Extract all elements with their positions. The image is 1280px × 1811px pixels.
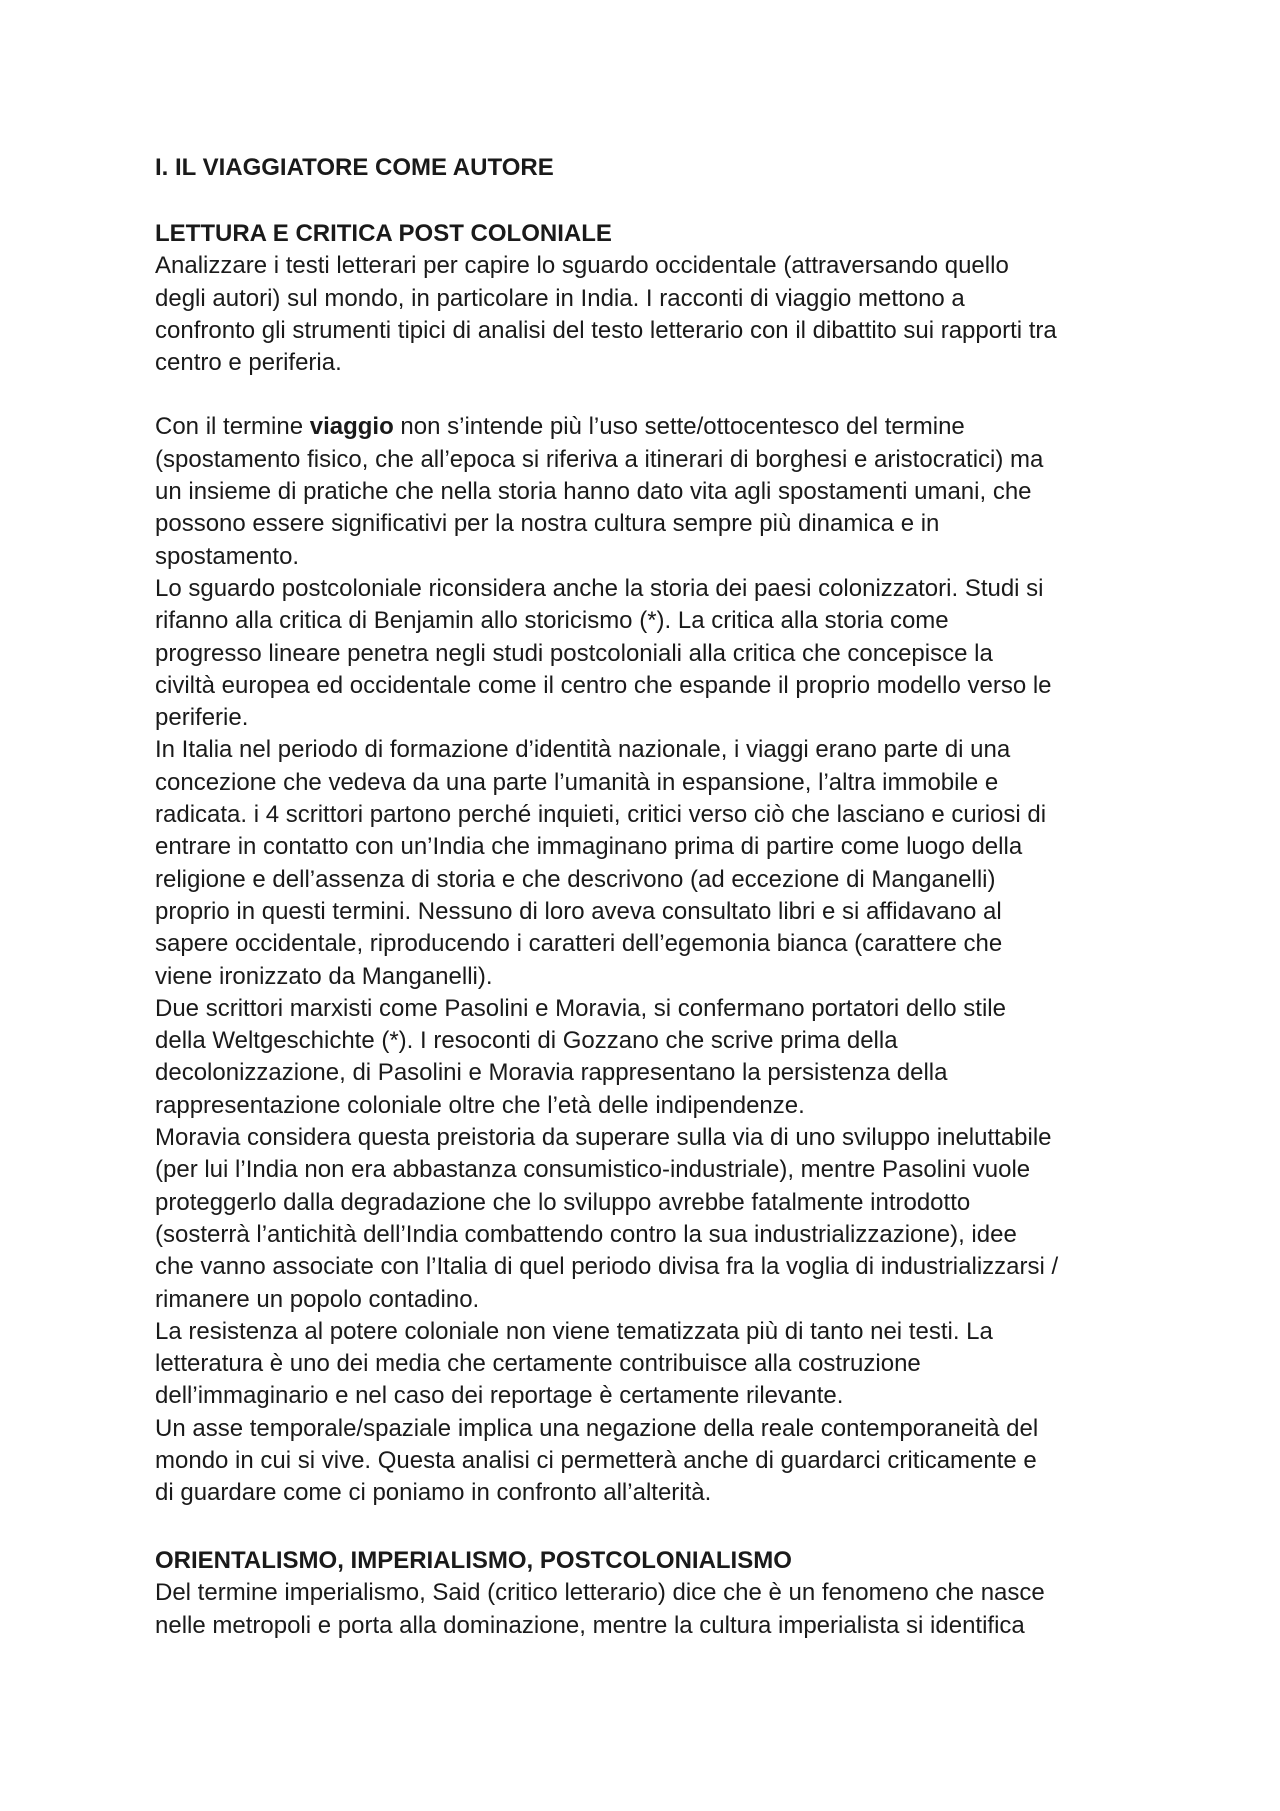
section-post-colonial [155,218,1155,1510]
document-title: I. IL VIAGGIATORE COME AUTORE [155,154,554,181]
text-line: Lo sguardo postcoloniale riconsidera anche la storia dei paesi colonizzatori. Studi si [155,574,1044,602]
text-line: entrare in contatto con un’India che immaginano prima di partire come luogo della [155,833,1023,861]
text-line: periferie. [155,704,249,732]
orientalism-paragraph [155,1577,1155,1642]
text-line: rimanere un popolo contadino. [155,1285,480,1313]
text-line: rappresentazione coloniale oltre che l’età delle indipendenze. [155,1091,805,1119]
text-line: Un asse temporale/spaziale implica una negazione della reale contemporaneità del [155,1414,1039,1442]
text-line: Due scrittori marxisti come Pasolini e Moravia, si confermano portatori dello stile [155,994,1006,1022]
text-line: La resistenza al potere coloniale non viene tematizzata più di tanto nei testi. La [155,1317,993,1345]
text-line: radicata. i 4 scrittori partono perché inquieti, critici verso ciò che lasciano e curiosi di [155,801,1047,829]
text-line: religione e dell’assenza di storia e che descrivono (ad eccezione di Manganelli) [155,865,996,893]
text-line: proteggerlo dalla degradazione che lo sviluppo avrebbe fatalmente introdotto [155,1188,971,1216]
text-line: (per lui l’India non era abbastanza consumistico-industriale), mentre Pasolini vuole [155,1156,1031,1184]
text-line: spostamento. [155,542,300,570]
text-line: mondo in cui si vive. Questa analisi ci permetterà anche di guardarci criticamente e [155,1446,1037,1474]
text-line: decolonizzazione, di Pasolini e Moravia rappresentano la persistenza della [155,1059,948,1087]
text-run: Con il termine [155,413,310,441]
text-line: dell’immaginario e nel caso dei reportage è certamente rilevante. [155,1382,844,1410]
text-line: (spostamento fisico, che all’epoca si riferiva a itinerari di borghesi e aristocratici) ma [155,445,1044,473]
text-line: Moravia considera questa preistoria da superare sulla via di uno sviluppo ineluttabile [155,1124,1052,1152]
text-line: possono essere significativi per la nostra cultura sempre più dinamica e in [155,510,940,538]
section-orientalism [155,1545,1155,1642]
text-line: rifanno alla critica di Benjamin allo storicismo (*). La critica alla storia come [155,607,949,635]
viaggio-paragraph [155,411,1155,572]
paragraph-gap [155,379,1155,411]
intro-paragraph [155,250,1155,379]
text-line: centro e periferia. [155,349,342,377]
text-line: di guardare come ci poniamo in confronto all’alterità. [155,1479,712,1507]
text-line: proprio in questi termini. Nessuno di loro aveva consultato libri e si affidavano al [155,897,1002,925]
text-line: concezione che vedeva da una parte l’umanità in espansione, l’altra immobile e [155,768,999,796]
text-line: che vanno associate con l’Italia di quel periodo divisa fra la voglia di industrializzarsi / [155,1253,1059,1281]
text-run: non s’intende più l’uso sette/ottocentesco del termine [393,413,965,441]
text-line: (sosterrà l’antichità dell’India combattendo contro la sua industrializzazione), idee [155,1220,1017,1248]
text-line: Analizzare i testi letterari per capire lo sguardo occidentale (attraversando quello [155,252,1009,280]
bold-term-viaggio: viaggio [309,413,394,441]
text-line: letteratura è uno dei media che certamente contribuisce alla costruzione [155,1350,921,1378]
text-line: viene ironizzato da Manganelli). [155,962,493,990]
text-line: della Weltgeschichte (*). I resoconti di Gozzano che scrive prima della [155,1027,898,1055]
text-line: sapere occidentale, riproducendo i caratteri dell’egemonia bianca (carattere che [155,930,1003,958]
text-line: nelle metropoli e porta alla dominazione, mentre la cultura imperialista si identifica [155,1611,1025,1639]
text-line: confronto gli strumenti tipici di analisi del testo letterario con il dibattito sui rapporti tra [155,316,1057,344]
text-line: un insieme di pratiche che nella storia hanno dato vita agli spostamenti umani, che [155,478,1032,506]
text-line: Del termine imperialismo, Said (critico letterario) dice che è un fenomeno che nasce [155,1579,1045,1607]
text-line: civiltà europea ed occidentale come il centro che espande il proprio modello verso le [155,671,1052,699]
text-line [155,411,1155,443]
text-line: In Italia nel periodo di formazione d’identità nazionale, i viaggi erano parte di una [155,736,1011,764]
section-heading: ORIENTALISMO, IMPERIALISMO, POSTCOLONIALISMO [155,1547,792,1574]
body-paragraphs [155,573,1155,1510]
text-line: progresso lineare penetra negli studi postcoloniali alla critica che concepisce la [155,639,993,667]
text-line: degli autori) sul mondo, in particolare in India. I racconti di viaggio mettono a [155,284,965,312]
section-heading: LETTURA E CRITICA POST COLONIALE [155,220,612,247]
